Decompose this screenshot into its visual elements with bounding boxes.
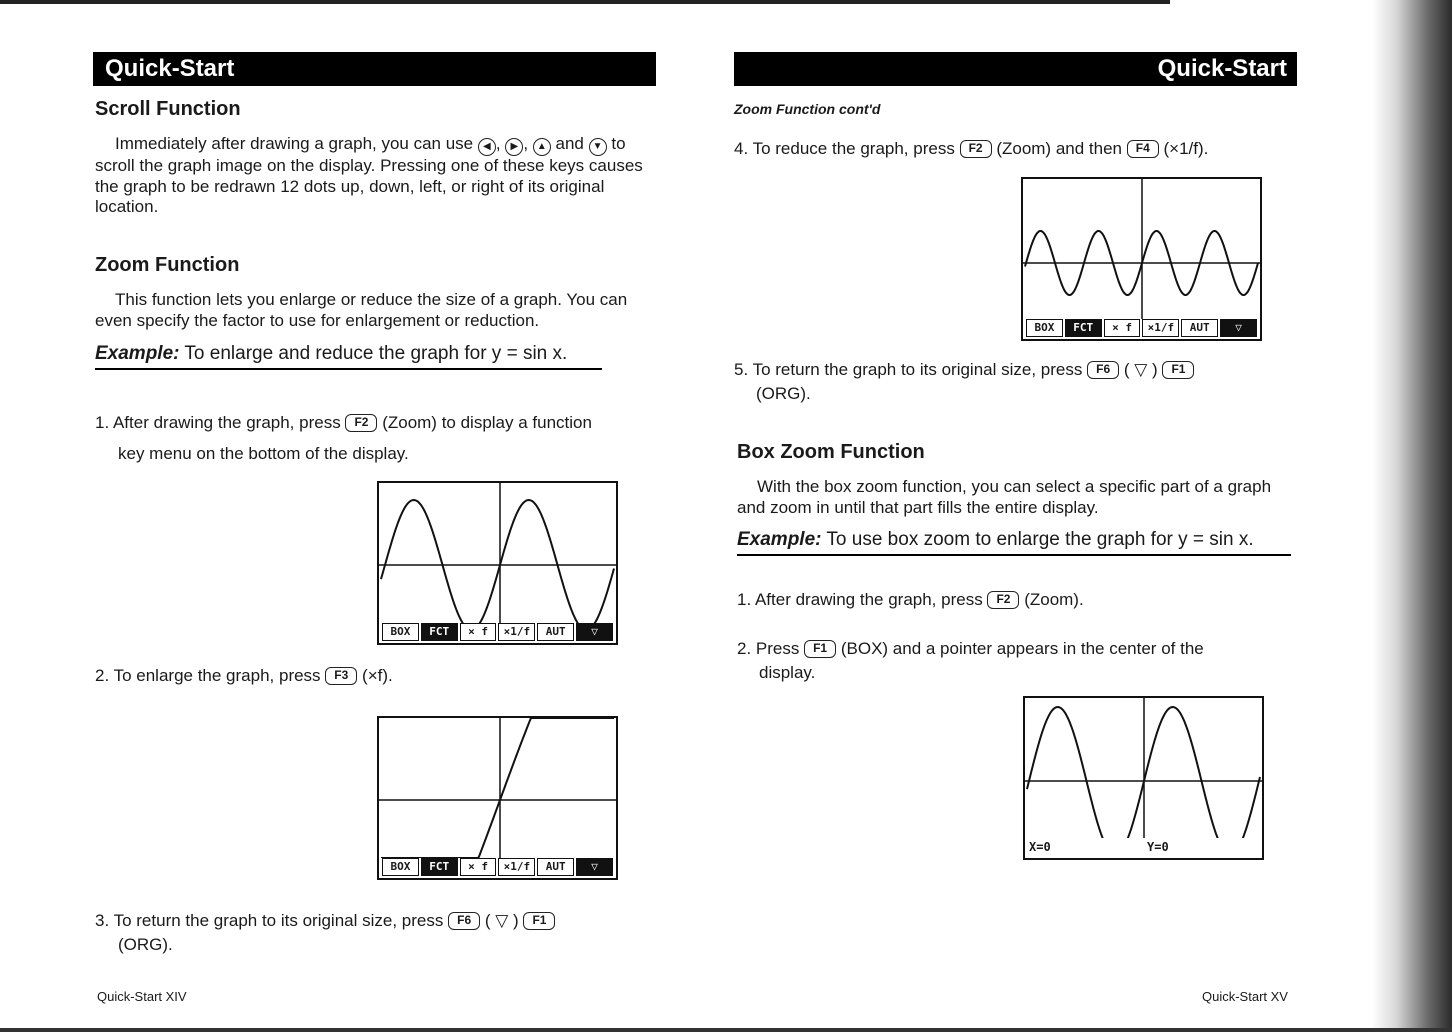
menu-x1f: ×1/f	[1142, 319, 1179, 337]
f2-key: F2	[987, 591, 1019, 609]
right-step-5	[734, 358, 1294, 406]
scroll-para-text-b: and	[555, 134, 584, 153]
right-example	[737, 529, 1291, 556]
down-triangle-key: ( ▽ )	[1123, 360, 1158, 379]
left-step-2	[95, 664, 675, 688]
left-banner: Quick-Start	[93, 52, 656, 86]
zoom-para-text: This function lets you enlarge or reduce the size of a graph. You can even specify the factor to use for enlargement or reduction.	[95, 290, 628, 330]
step2-text-b: (×f).	[362, 666, 393, 685]
menu-down: ▽	[1220, 319, 1257, 337]
step2-text-a: 2. To enlarge the graph, press	[95, 666, 321, 685]
left-step-3	[95, 909, 675, 957]
down-triangle-key: ( ▽ )	[484, 911, 519, 930]
calculator-screen-reduced	[1021, 177, 1262, 341]
function-menu-bar	[382, 858, 613, 876]
calculator-screen-box-zoom	[1023, 696, 1264, 860]
zoom-contd-subheading: Zoom Function cont'd	[734, 101, 881, 117]
box-zoom-para-text: With the box zoom function, you can select a specific part of a graph and zoom in until that part fills the entire display.	[737, 477, 1272, 517]
box-step2-text-a: 2. Press	[737, 639, 800, 658]
left-example-text: To enlarge and reduce the graph for y = sin x.	[184, 343, 568, 364]
calculator-screen-enlarged	[377, 716, 618, 880]
box-step1-text-b: (Zoom).	[1024, 590, 1084, 609]
right-banner: Quick-Start	[734, 52, 1297, 86]
left-step-1	[95, 407, 675, 469]
f6-key: F6	[448, 912, 480, 930]
menu-aut: AUT	[1181, 319, 1218, 337]
zoom-function-paragraph	[95, 290, 655, 331]
menu-aut: AUT	[537, 623, 574, 641]
right-page	[720, 0, 1370, 1032]
sine-curve	[381, 718, 614, 858]
sine-graph-reduced	[1023, 179, 1260, 319]
f3-key: F3	[325, 667, 357, 685]
left-page	[0, 0, 700, 1032]
step1-text-a: 1. After drawing the graph, press	[95, 413, 341, 432]
menu-fct: FCT	[421, 858, 458, 876]
sine-graph-enlarged	[379, 718, 616, 858]
left-footer: Quick-Start XIV	[97, 989, 187, 1004]
menu-xf: × f	[1104, 319, 1141, 337]
menu-box: BOX	[1026, 319, 1063, 337]
step4-text-c: (×1/f).	[1163, 139, 1209, 158]
step3-text-a: 3. To return the graph to its original size, press	[95, 911, 444, 930]
menu-xf: × f	[460, 858, 497, 876]
menu-down: ▽	[576, 623, 613, 641]
menu-down: ▽	[576, 858, 613, 876]
menu-aut: AUT	[537, 858, 574, 876]
sine-curve	[381, 500, 614, 623]
menu-fct: FCT	[421, 623, 458, 641]
f6-key: F6	[1087, 361, 1119, 379]
menu-box: BOX	[382, 858, 419, 876]
f4-key: F4	[1127, 140, 1159, 158]
step4-text-a: 4. To reduce the graph, press	[734, 139, 955, 158]
scroll-para-text-a: Immediately after drawing a graph, you can use	[115, 134, 474, 153]
left-example-label: Example:	[95, 343, 180, 364]
f1-key: F1	[804, 640, 836, 658]
f2-key: F2	[960, 140, 992, 158]
f1-key: F1	[1162, 361, 1194, 379]
down-arrow-key-icon: ▼	[589, 138, 607, 156]
right-example-label: Example:	[737, 529, 822, 550]
sine-graph-box-zoom	[1025, 698, 1262, 838]
menu-x1f: ×1/f	[498, 623, 535, 641]
box-step-2	[737, 637, 1297, 685]
menu-x1f: ×1/f	[498, 858, 535, 876]
step4-text-b: (Zoom) and then	[996, 139, 1122, 158]
menu-fct: FCT	[1065, 319, 1102, 337]
step3-text-b: (ORG).	[118, 935, 173, 954]
box-step1-text-a: 1. After drawing the graph, press	[737, 590, 983, 609]
left-arrow-key-icon: ◀	[478, 138, 496, 156]
step5-text-b: (ORG).	[756, 384, 811, 403]
box-step2-text-c: display.	[759, 663, 816, 682]
right-example-text: To use box zoom to enlarge the graph for y = sin x.	[826, 529, 1254, 550]
sine-graph-original	[379, 483, 616, 623]
f1-key: F1	[523, 912, 555, 930]
menu-box: BOX	[382, 623, 419, 641]
right-step-4	[734, 137, 1294, 161]
f2-key: F2	[345, 414, 377, 432]
calculator-screen-original	[377, 481, 618, 645]
pointer-coordinates	[1029, 840, 1258, 856]
step1-text-c: key menu on the bottom of the display.	[118, 444, 409, 463]
y-coordinate: Y=0	[1147, 840, 1169, 854]
up-arrow-key-icon: ▲	[533, 138, 551, 156]
step1-text-b: (Zoom) to display a function	[382, 413, 592, 432]
menu-xf: × f	[460, 623, 497, 641]
scroll-function-heading: Scroll Function	[95, 98, 241, 120]
scroll-function-paragraph: Immediately after drawing a graph, you can use ◀ , ▶ , ▲ and ▼ to scroll the graph image on the display. Pressing one of these keys causes the graph to be redrawn 12 dots up, down, left, or right of its original location.	[95, 134, 643, 216]
step5-text-a: 5. To return the graph to its original size, press	[734, 360, 1083, 379]
right-arrow-key-icon: ▶	[505, 138, 523, 156]
function-menu-bar	[382, 623, 613, 641]
x-coordinate: X=0	[1029, 840, 1051, 854]
scroll-para-text-c: to scroll the graph image on the display. Pressing one of these keys causes the graph to be redrawn 12 dots up, down, left, or right of its original location.	[95, 134, 643, 216]
box-zoom-paragraph	[737, 477, 1292, 518]
scan-right-edge	[1372, 0, 1452, 1032]
box-step-1	[737, 588, 1297, 612]
left-example	[95, 343, 602, 370]
zoom-function-heading: Zoom Function	[95, 254, 240, 276]
function-menu-bar	[1026, 319, 1257, 337]
box-zoom-heading: Box Zoom Function	[737, 441, 925, 463]
right-footer: Quick-Start XV	[1202, 989, 1288, 1004]
box-step2-text-b: (BOX) and a pointer appears in the center of the	[840, 639, 1204, 658]
